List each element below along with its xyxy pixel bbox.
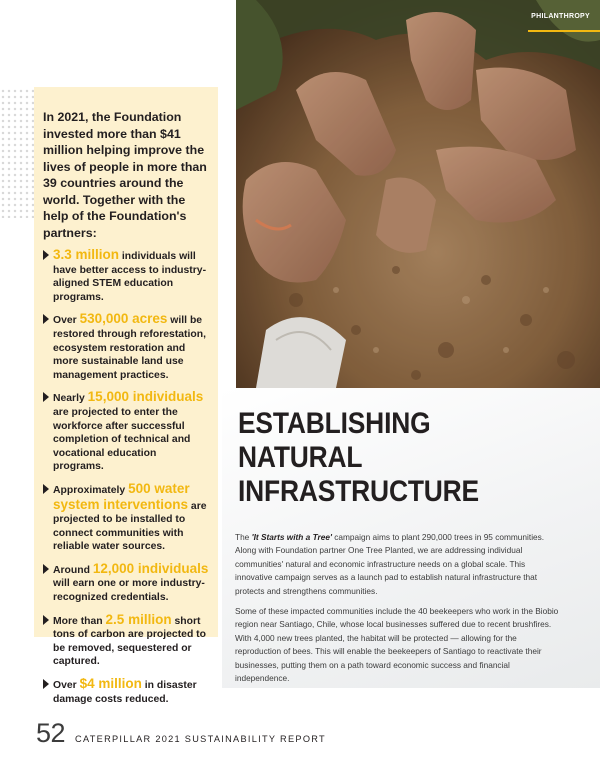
section-tag: PHILANTHROPY: [531, 13, 590, 20]
page-footer: [36, 718, 326, 749]
paragraph-campaign: The 'It Starts with a Tree' campaign aims to plant 290,000 trees in 95 communities. Along with Foundation partner One Tree Planted, we are addressing individual communities' natural and economic infrastructure needs on a global scale. This innovative campaign serves as a launch pad to establish natural infrastructure that protects and strengthens communities.: [235, 532, 545, 596]
stat-water-systems: Approximately 500 water system interventions are projected to be installed to connect communities with reliable water sources.: [43, 482, 210, 554]
section-rule: [528, 30, 600, 32]
stat-highlight: 530,000 acres: [79, 311, 168, 327]
stat-highlight: 15,000 individuals: [87, 389, 204, 405]
article-body: [235, 531, 563, 692]
report-name: CATERPILLAR 2021 SUSTAINABILITY REPORT: [75, 734, 326, 744]
hands-in-soil-photo: [236, 0, 600, 388]
page-number: 52: [36, 718, 66, 748]
stats-list: [43, 248, 210, 706]
stat-credentials: Around 12,000 individuals will earn one or more industry-recognized credentials.: [43, 562, 210, 605]
triangle-bullet-icon: [43, 679, 49, 689]
stat-highlight: $4 million: [79, 676, 142, 692]
sidebar-intro: In 2021, the Foundation invested more than $41 million helping improve the lives of people in more than 39 countries around the world. Together with the help of the Foundation's partners:: [43, 110, 207, 240]
stat-carbon: More than 2.5 million short tons of carbon are projected to be removed, sequestered or captured.: [43, 613, 210, 669]
stat-highlight: 3.3 million: [53, 247, 120, 262]
stat-highlight: 2.5 million: [105, 611, 172, 627]
stat-highlight: 500 water system interventions: [53, 480, 190, 512]
stats-sidebar: [34, 87, 218, 705]
triangle-bullet-icon: [43, 314, 49, 324]
triangle-bullet-icon: [43, 392, 49, 402]
triangle-bullet-icon: [43, 564, 49, 574]
triangle-bullet-icon: [43, 250, 49, 260]
stat-highlight: 12,000 individuals: [92, 560, 209, 576]
paragraph-beekeepers: Some of these impacted communities include the 40 beekeepers who work in the Biobio region near Santiago, Chile, whose local businesses suffered due to recent brushfires. With 4,000 new trees planted, the habitat will be protected — allowing for the reproduction of bees. This will enable the beekeepers of Santiago to reactivate their businesses, putting them on a path toward economic success and financial independence.: [235, 606, 559, 684]
campaign-name: 'It Starts with a Tree': [251, 532, 332, 542]
dot-pattern-decoration: [0, 88, 34, 218]
stat-workforce: Nearly 15,000 individuals are projected to enter the workforce after successful completion of technical and vocational education programs.: [43, 390, 210, 474]
stat-stem-access: 3.3 million individuals will have better access to industry-aligned STEM education programs.: [43, 248, 210, 304]
stat-acres-restored: Over 530,000 acres will be restored through reforestation, ecosystem restoration and more sustainable land use management practices.: [43, 312, 210, 382]
photo-illustration: [236, 0, 600, 388]
page-title: ESTABLISHING NATURAL INFRASTRUCTURE: [238, 407, 479, 508]
stat-disaster-costs: Over $4 million in disaster damage costs reduced.: [43, 677, 210, 706]
triangle-bullet-icon: [43, 615, 49, 625]
triangle-bullet-icon: [43, 484, 49, 494]
